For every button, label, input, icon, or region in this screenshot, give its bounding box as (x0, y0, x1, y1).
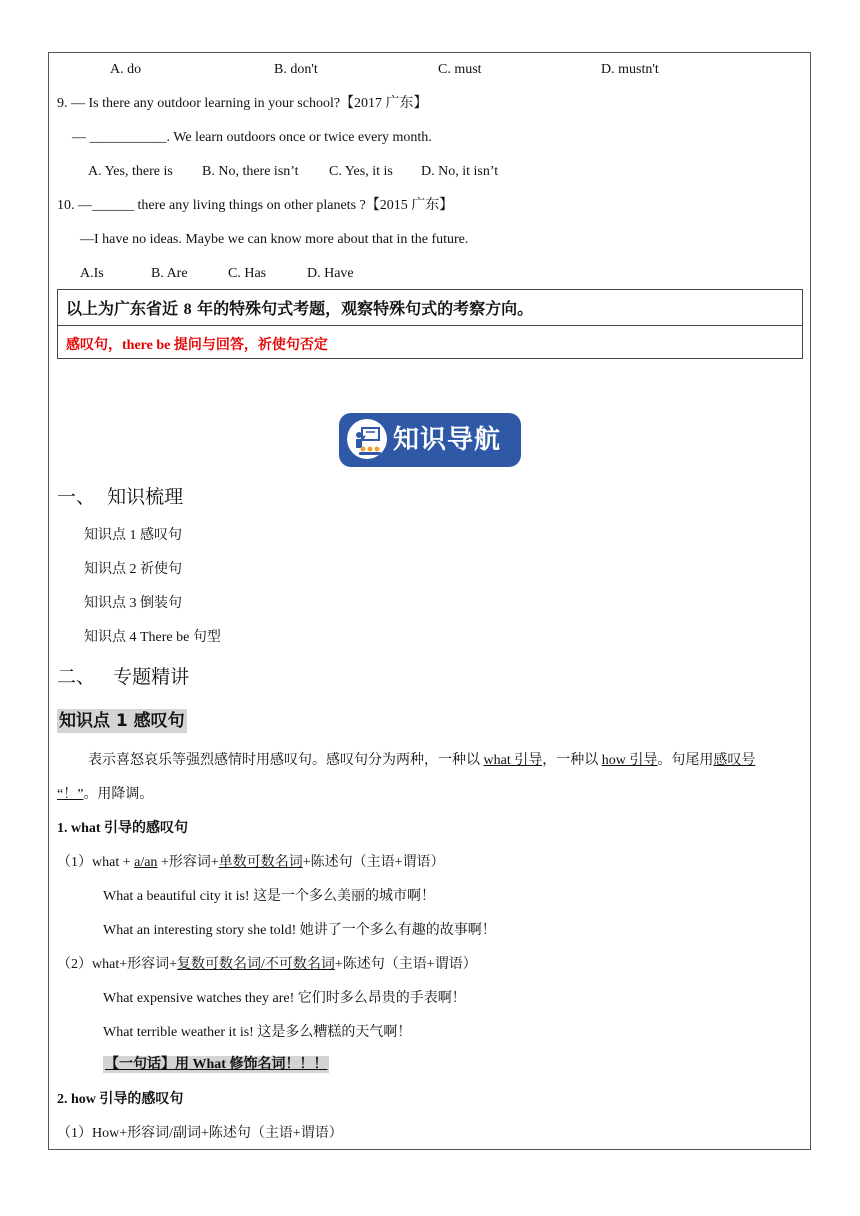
toc-item-1: 知识点 1 感叹句 (84, 528, 182, 543)
option-c: C. must (438, 62, 482, 77)
toc-item-4: 知识点 4 There be 句型 (84, 630, 221, 645)
question-10-answer: —I have no ideas. Maybe we can know more about that in the future. (80, 232, 469, 247)
what-example-3: What expensive watches they are! 它们时多么昂贵的手表啊！ (103, 991, 466, 1006)
option-a: A. do (110, 62, 142, 77)
what-example-2: What an interesting story she told! 她讲了一个多么有趣的故事啊！ (103, 923, 496, 938)
q9-option-c: C. Yes, it is (329, 164, 393, 179)
q10-option-d: D. Have (307, 266, 354, 281)
what-rule-1: （1）what + a/an +形容词+单数可数名词+陈述句（主语+谓语） (57, 855, 445, 870)
section-1-heading: 一、 知识梳理 (57, 486, 184, 508)
q10-option-b: B. Are (151, 266, 188, 281)
teacher-board-icon (347, 419, 387, 459)
summary-box (57, 289, 803, 359)
what-heading: 1. what 引导的感叹句 (57, 821, 189, 836)
kp1-heading: 知识点 1 感叹句 (59, 711, 185, 731)
how-heading: 2. how 引导的感叹句 (57, 1092, 184, 1107)
kp1-intro-line2: “！”。用降调。 (57, 787, 154, 802)
banner-label: 知识导航 (393, 425, 502, 455)
q9-option-d: D. No, it isn’t (421, 164, 499, 179)
option-b: B. don't (274, 62, 318, 77)
section-2-heading: 二、 专题精讲 (57, 666, 190, 688)
option-d: D. mustn't (601, 62, 659, 77)
q9-option-a: A. Yes, there is (88, 164, 173, 179)
q9-option-b: B. No, there isn’t (202, 164, 299, 179)
toc-item-2: 知识点 2 祈使句 (84, 562, 182, 577)
summary-note: 感叹句，there be 提问与回答，祈使句否定 (66, 338, 328, 353)
q10-option-a: A.Is (80, 266, 104, 281)
what-tip: 【一句话】用 What 修饰名词！！！ (105, 1057, 328, 1072)
knowledge-nav-banner (339, 413, 521, 467)
question-9: 9. — Is there any outdoor learning in your school?【2017 广东】 (57, 96, 428, 111)
toc-item-3: 知识点 3 倒装句 (84, 596, 182, 611)
what-example-4: What terrible weather it is! 这是多么糟糕的天气啊！ (103, 1025, 412, 1040)
question-10: 10. —______ there any living things on other planets ?【2015 广东】 (57, 198, 454, 213)
summary-title: 以上为广东省近 8 年的特殊句式考题，观察特殊句式的考察方向。 (58, 290, 802, 326)
what-example-1: What a beautiful city it is! 这是一个多么美丽的城市啊！ (103, 889, 436, 904)
kp1-intro-line1: 表示喜怒哀乐等强烈感情时用感叹句。感叹句分为两种，一种以 what 引导，一种以 how 引导。句尾用感叹号 (88, 753, 756, 768)
what-rule-2: （2）what+形容词+复数可数名词/不可数名词+陈述句（主语+谓语） (57, 957, 477, 972)
how-rule-1: （1）How+形容词/副词+陈述句（主语+谓语） (57, 1126, 343, 1141)
question-9-answer: — ___________. We learn outdoors once or twice every month. (72, 130, 432, 145)
q10-option-c: C. Has (228, 266, 267, 281)
